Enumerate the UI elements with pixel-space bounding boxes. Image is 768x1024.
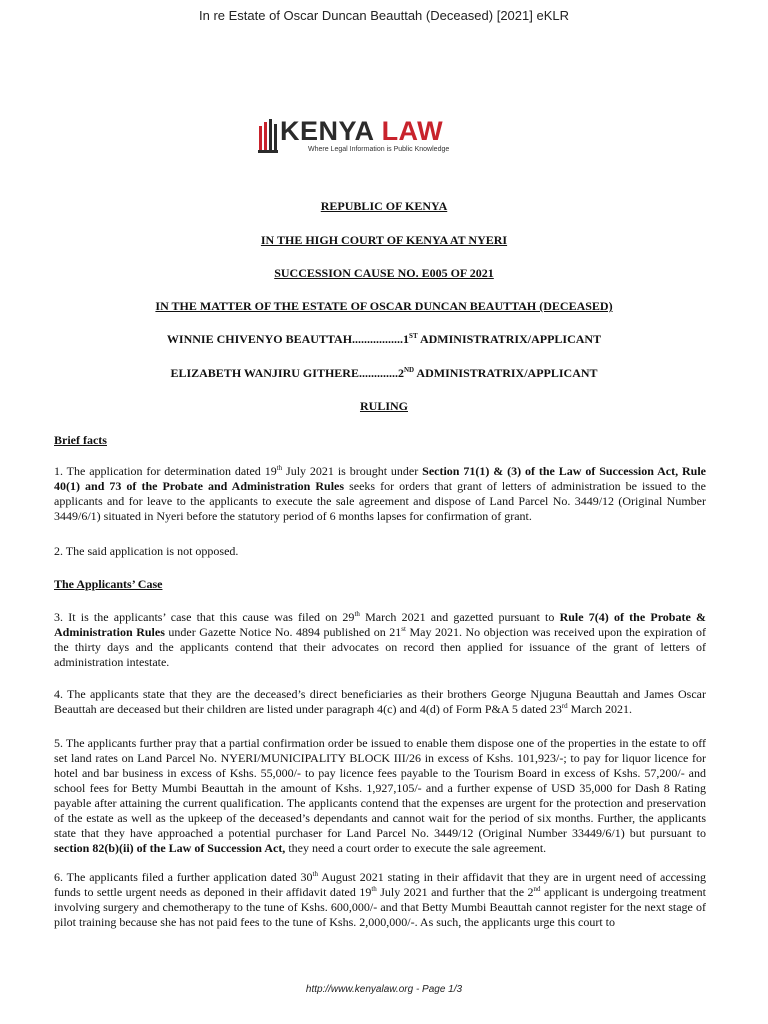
paragraph-4: 4. The applicants state that they are the deceased’s direct beneficiaries as their brothers George Njuguna Beauttah and James Oscar Beauttah are deceased but their children are listed under paragraph 4(c) and 4(d) of Form P&A 5 dated 23rd March 2021. xyxy=(54,687,706,716)
paragraph-6: 6. The applicants filed a further application dated 30th August 2021 stating in their affidavit that they are in urgent need of accessing funds to settle urgent needs as deponed in their affidavit dated 19th July 2021 and further that the 2nd applicant is undergoing treatment involving surgery and chemotherapy to the tune of Kshs. 600,000/- and that Betty Mumbi Beauttah cannot register for the next stage of pilot training because she has not paid fees to the tune of Kshs. 2,000,000/-. As such, the applicants urge this court to xyxy=(54,870,706,929)
matter-heading: IN THE MATTER OF THE ESTATE OF OSCAR DUNCAN BEAUTTAH (DECEASED) xyxy=(155,299,613,313)
court-heading: IN THE HIGH COURT OF KENYA AT NYERI xyxy=(260,233,508,247)
page-footer: http://www.kenyalaw.org - Page 1/3 xyxy=(305,984,463,995)
logo-word-kenya: KENYA xyxy=(280,116,374,146)
paragraph-2: 2. The said application is not opposed. xyxy=(54,544,239,558)
paragraph-5: 5. The applicants further pray that a partial confirmation order be issued to enable them dispose one of the properties in the estate to off set land rates on Land Parcel No. NYERI/MUNICIPALITY BLOCK III/26 in excess of Kshs. 101,923/-; to pay for liquor licence for hotel and bar business in excess of Kshs. 55,000/- to pay licence fees payable to the Tourism Board in excess of Kshs. 57,200/- and school fees for Betty Mumbi Beauttah in the amount of Kshs. 1,927,105/- and a further expense of USD 35,000 for Dash 8 Rating payable after attaining the current qualification. The applicants contend that the expenses are urgent for the protection and preservation of the estate as well as the upkeep of the deceased’s dependants and cannot wait for the period of six months. Further, the applicants state that they have approached a potential purchaser for Land Parcel No. 3449/12 (Original Number 33449/6/1) but pursuant to section 82(b)(ii) of the Law of Succession Act, they need a court order to execute the sale agreement. xyxy=(54,736,706,855)
logo-wordmark xyxy=(280,116,443,146)
paragraph-1: 1. The application for determination dated 19th July 2021 is brought under Section 71(1) & (3) of the Law of Succession Act, Rule 40(1) and 73 of the Probate and Administration Rules seeks for orders that grant of letters of administration be issued to the applicants and for leave to the applicants to execute the sale agreement and dispose of Land Parcel No. 3449/12 (Original Number 3449/6/1) situated in Nyeri before the statutory period of 6 months lapses for confirmation of grant. xyxy=(54,464,707,523)
second-applicant-line: ELIZABETH WANJIRU GITHERE.............2ND ADMINISTRATRIX/APPLICANT xyxy=(170,366,598,380)
republic-heading: REPUBLIC OF KENYA xyxy=(320,199,448,213)
cause-heading: SUCCESSION CAUSE NO. E005 OF 2021 xyxy=(274,266,494,280)
applicants-case-heading: The Applicants’ Case xyxy=(54,577,163,591)
ruling-heading: RULING xyxy=(359,399,408,413)
brief-facts-heading: Brief facts xyxy=(54,433,107,447)
kenya-law-logo xyxy=(258,116,468,158)
logo-tagline: Where Legal Information is Public Knowledge xyxy=(308,146,450,153)
logo-word-law: LAW xyxy=(381,116,444,146)
paragraph-3: 3. It is the applicants’ case that this cause was filed on 29th March 2021 and gazetted pursuant to Rule 7(4) of the Probate & Administration Rules under Gazette Notice No. 4894 published on 21st May 2021. No objection was received upon the expiration of the thirty days and the applicants contend that their advocates on record then applied for issuance of the grant of letters of administration intestate. xyxy=(54,610,707,669)
first-applicant-line: WINNIE CHIVENYO BEAUTTAH.................1ST ADMINISTRATRIX/APPLICANT xyxy=(166,332,602,346)
document-header-title: In re Estate of Oscar Duncan Beauttah (Deceased) [2021] eKLR xyxy=(199,8,569,23)
pillars-logo-icon xyxy=(258,118,278,154)
